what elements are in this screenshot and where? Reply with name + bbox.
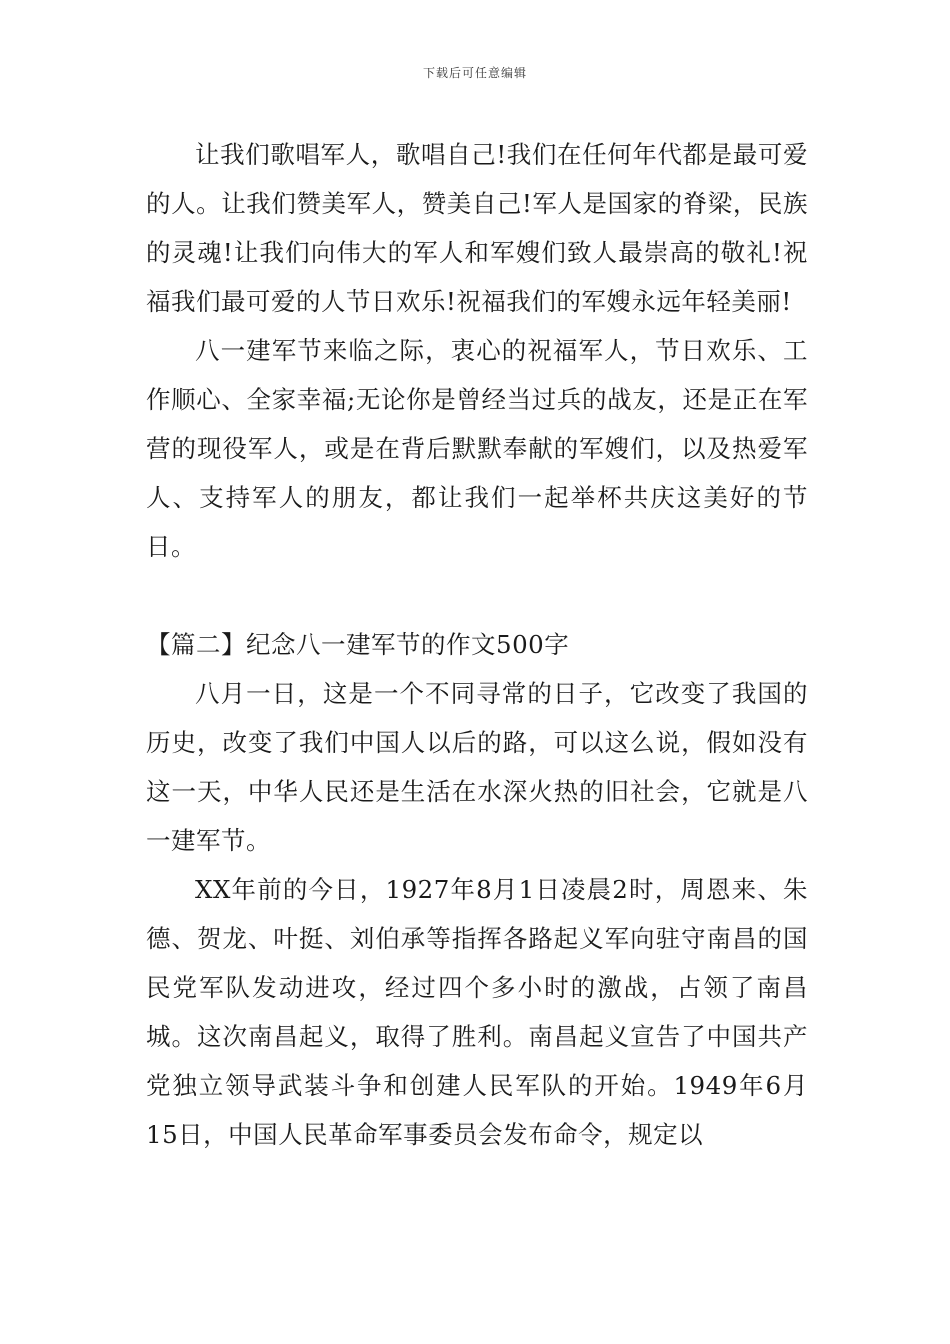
- section-heading: 【篇二】纪念八一建军节的作文500字: [146, 630, 570, 659]
- page-header-note: 下载后可任意编辑: [422, 66, 527, 80]
- paragraph-august-first: 八月一日，这是一个不同寻常的日子，它改变了我国的历史，改变了我们中国人以后的路，可以这么说，假如没有这一天，中华人民还是生活在水深火热的旧社会，它就是八一建军节。: [146, 679, 808, 855]
- document-body: [146, 130, 808, 1159]
- paragraph-praise-soldiers: 让我们歌唱军人，歌唱自己!我们在任何年代都是最可爱的人。让我们赞美军人，赞美自己!军人是国家的脊梁，民族的灵魂!让我们向伟大的军人和军嫂们致人最崇高的敬礼!祝福我们最可爱的人节日欢乐!祝福我们的军嫂永远年轻美丽!: [146, 140, 808, 316]
- paragraph-nanchang-uprising: XX年前的今日，1927年8月1日凌晨2时，周恩来、朱德、贺龙、叶挺、刘伯承等指挥各路起义军向驻守南昌的国民党军队发动进攻，经过四个多小时的激战，占领了南昌城。这次南昌起义，取得了胜利。南昌起义宣告了中国共产党独立领导武装斗争和创建人民军队的开始。1949年6月15日，中国人民革命军事委员会发布命令，规定以: [146, 875, 808, 1149]
- paragraph-army-day-wishes: 八一建军节来临之际，衷心的祝福军人，节日欢乐、工作顺心、全家幸福;无论你是曾经当过兵的战友，还是正在军营的现役军人，或是在背后默默奉献的军嫂们，以及热爱军人、支持军人的朋友，都让我们一起举杯共庆这美好的节日。: [146, 336, 808, 561]
